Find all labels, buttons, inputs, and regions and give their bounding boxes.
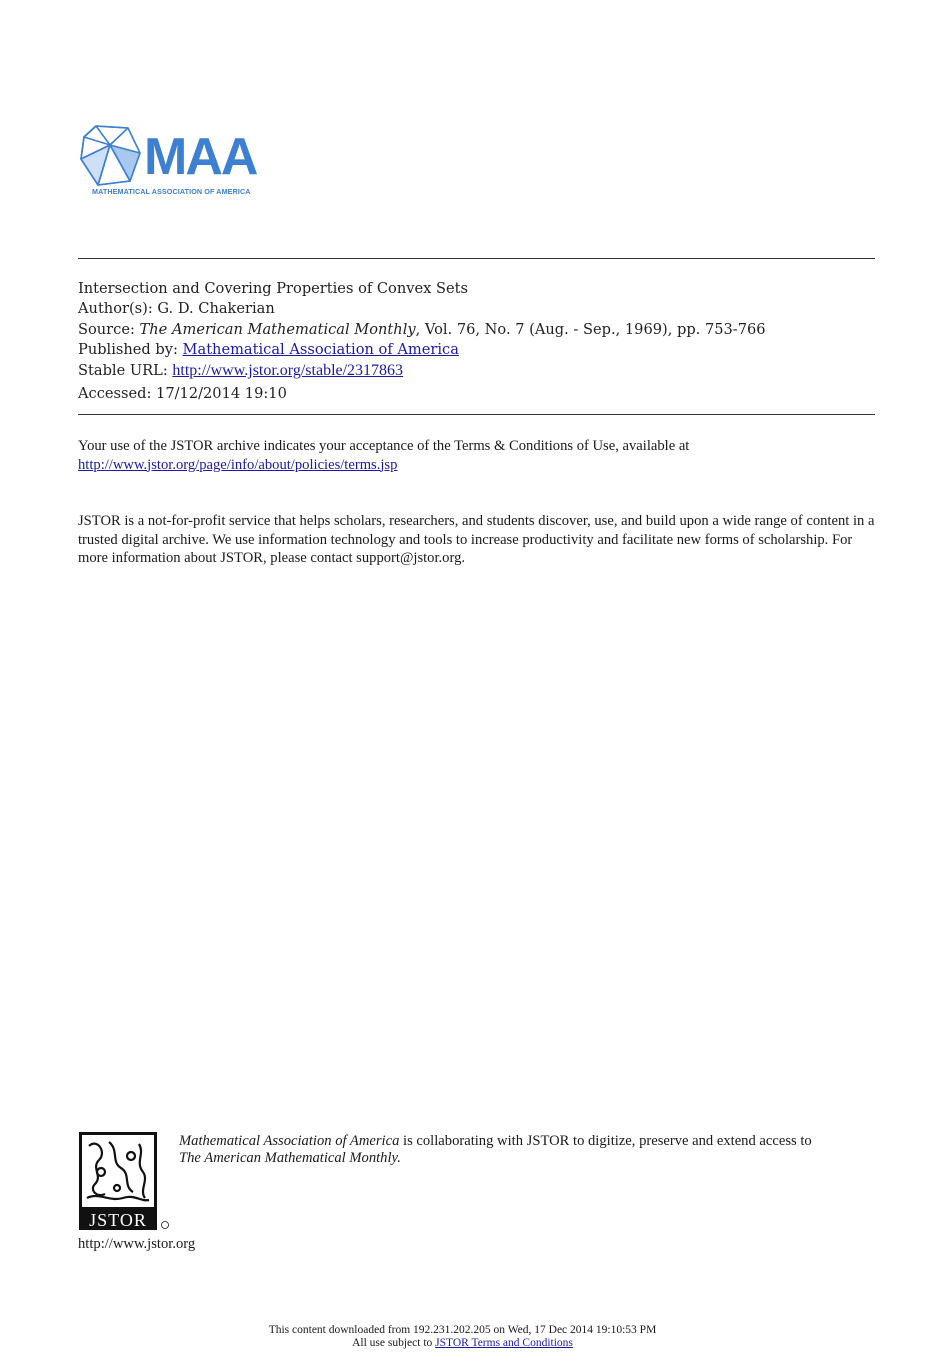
publisher-link[interactable]: Mathematical Association of America: [182, 341, 459, 359]
terms-link[interactable]: http://www.jstor.org/page/info/about/policies/terms.jsp: [78, 456, 398, 473]
accessed-date: 17/12/2014 19:10: [156, 385, 287, 403]
about-paragraph: JSTOR is a not-for-profit service that helps scholars, researchers, and students discover, use, and build upon a wide range of content in a trusted digital archive. We use information technology and tools to increase productivity and facilitate new forms of scholarship. For more information about JSTOR, please contact support@jstor.org.: [78, 513, 875, 567]
download-info: This content downloaded from 192.231.202.205 on Wed, 17 Dec 2014 19:10:53 PM: [268, 1324, 657, 1336]
jstor-home-url: http://www.jstor.org: [78, 1236, 196, 1252]
author-line: [78, 299, 878, 319]
jstor-logo: [79, 1132, 171, 1232]
source-journal: The American Mathematical Monthly: [139, 320, 416, 338]
publisher-label: Published by:: [78, 341, 178, 359]
jstor-terms-link[interactable]: JSTOR Terms and Conditions: [435, 1337, 573, 1349]
accessed-label: Accessed:: [78, 385, 152, 403]
collab-journal: The American Mathematical Monthly.: [179, 1149, 401, 1166]
stable-url-label: Stable URL:: [78, 361, 168, 379]
accessed-line: [78, 384, 878, 404]
maa-subtitle: MATHEMATICAL ASSOCIATION OF AMERICA: [92, 187, 251, 196]
bottom-rule: [78, 414, 875, 415]
usage-line: [0, 1337, 925, 1350]
download-footer: [0, 1324, 925, 1350]
maa-wordmark: MAA: [144, 128, 257, 186]
article-title: Intersection and Covering Properties of Convex Sets: [78, 280, 468, 297]
author-name: G. D. Chakerian: [157, 300, 275, 318]
terms-paragraph: [78, 437, 878, 474]
terms-text: Your use of the JSTOR archive indicates your acceptance of the Terms & Conditions of Use, available at: [78, 438, 690, 454]
source-details: , Vol. 76, No. 7 (Aug. - Sep., 1969), pp. 753-766: [415, 320, 766, 338]
collab-text: is collaborating with JSTOR to digitize, preserve and extend access to: [399, 1133, 812, 1149]
source-line: [78, 320, 878, 340]
registered-icon: [162, 1222, 169, 1229]
collaboration-statement: [179, 1133, 879, 1166]
author-label: Author(s):: [78, 300, 153, 318]
publisher-line: [78, 340, 878, 360]
source-label: Source:: [78, 320, 135, 338]
top-rule: [78, 258, 875, 259]
citation-block: [78, 279, 878, 404]
usage-prefix: All use subject to: [352, 1337, 436, 1349]
stable-url-line: [78, 361, 878, 381]
icosahedron-icon: [78, 123, 144, 189]
jstor-logo-text: JSTOR: [89, 1210, 147, 1230]
collab-org: Mathematical Association of America: [179, 1133, 400, 1149]
maa-logo: [78, 123, 258, 199]
stable-url-link[interactable]: http://www.jstor.org/stable/2317863: [172, 361, 404, 379]
